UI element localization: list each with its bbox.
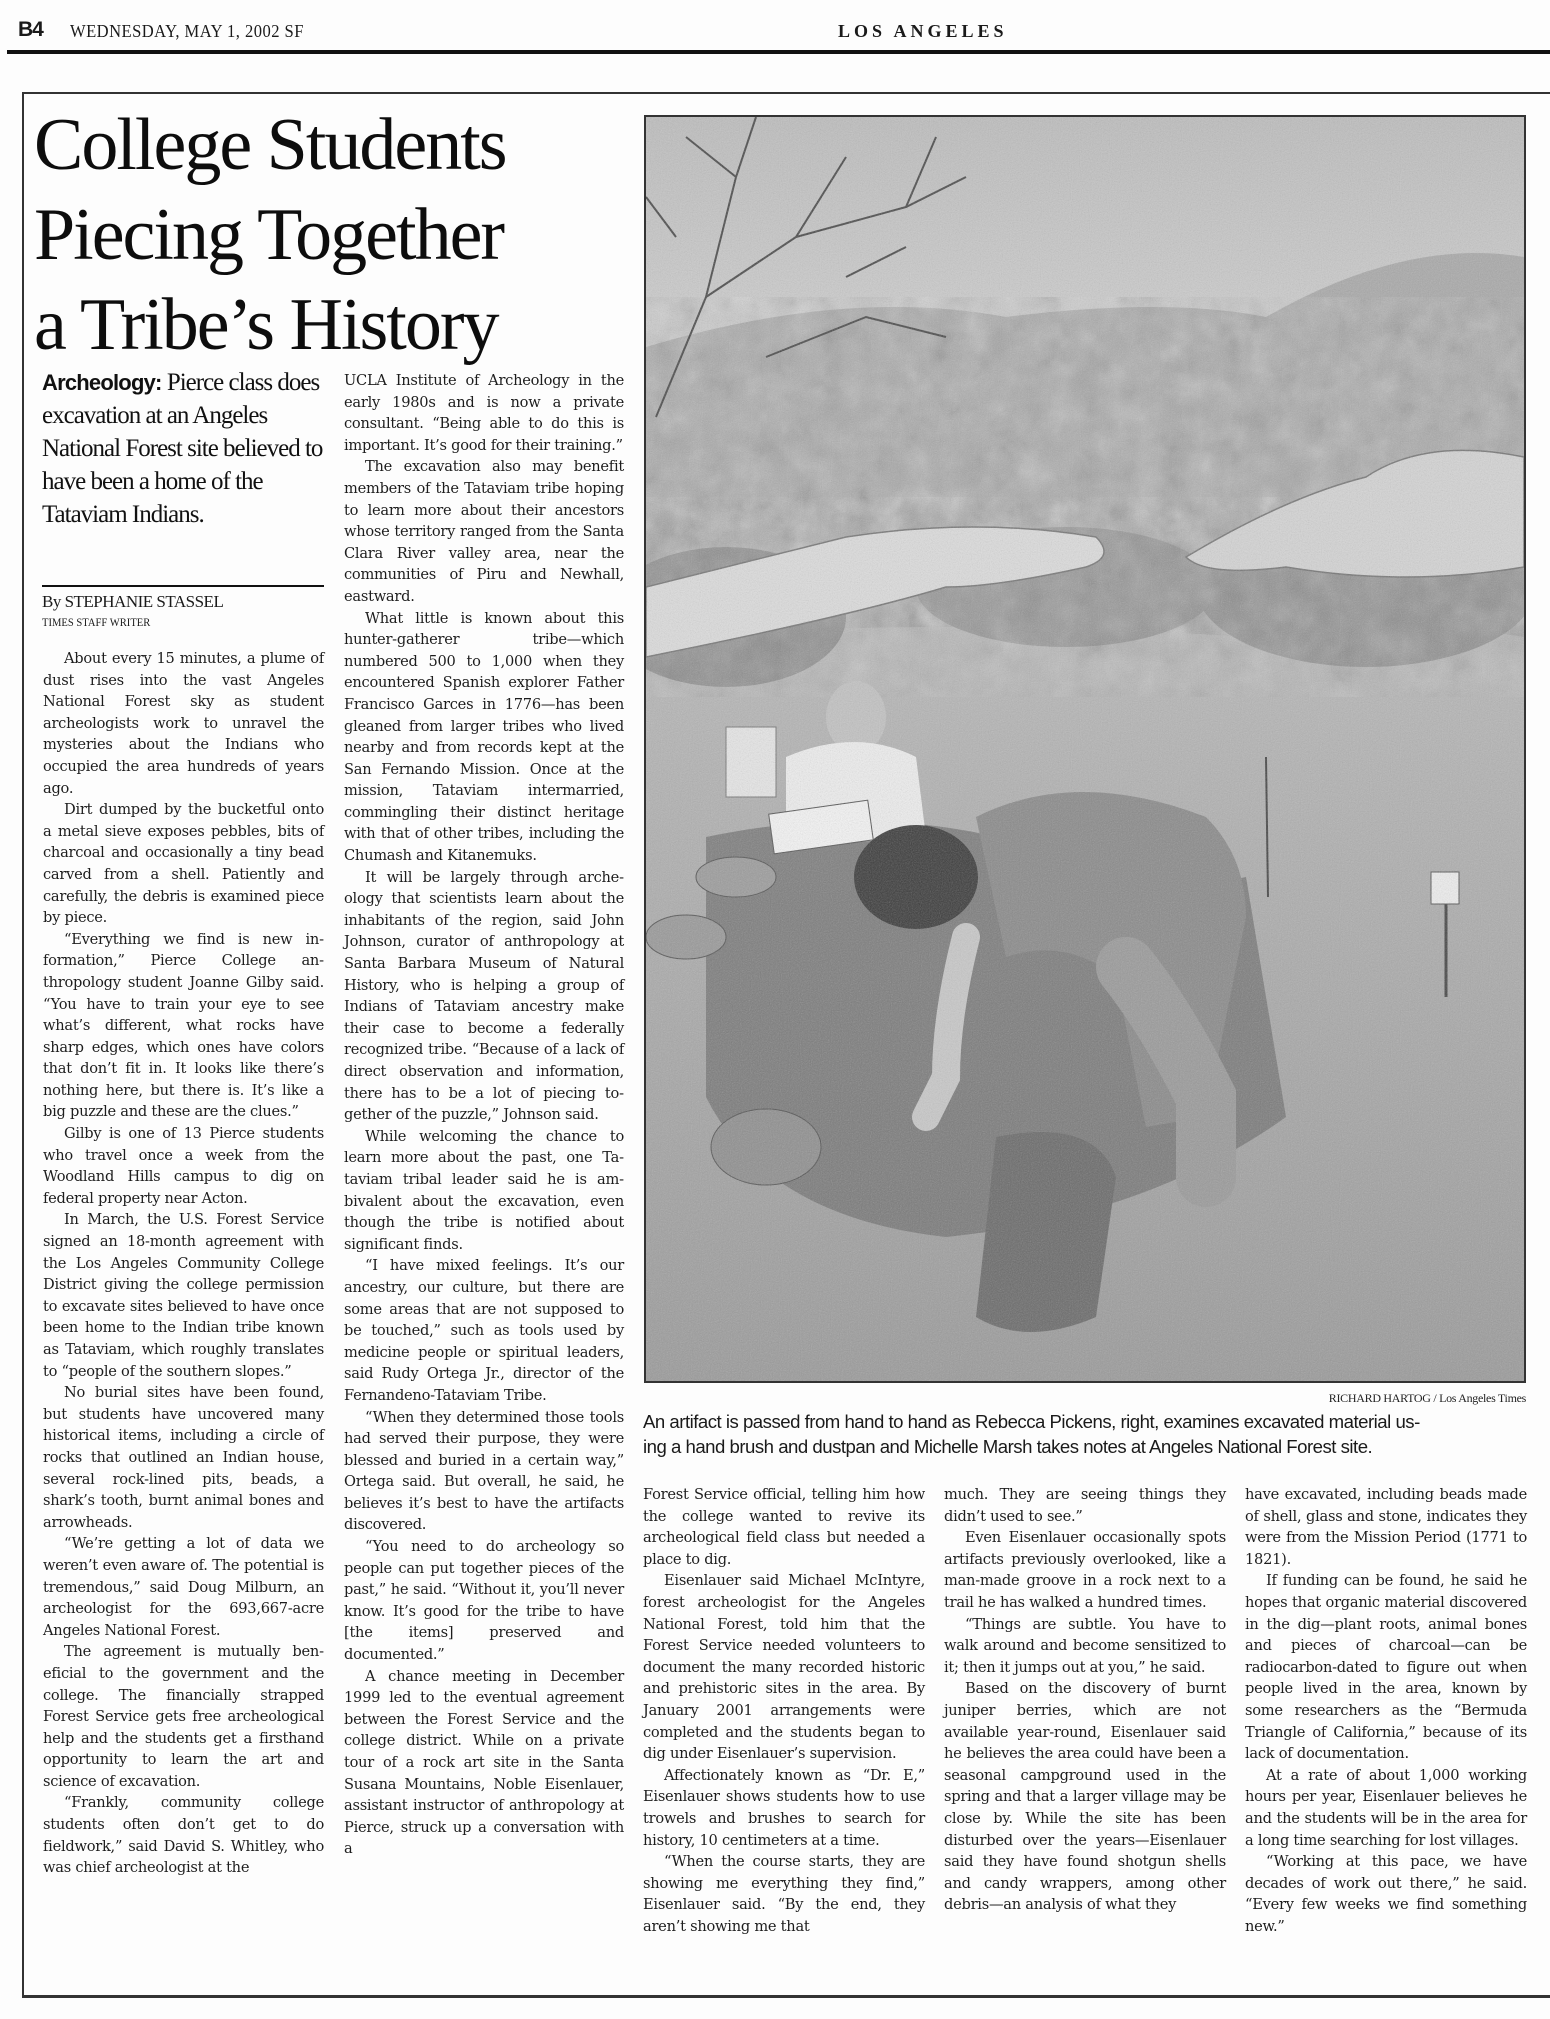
- article-paragraph: No burial sites have been found, but students have uncovered many historical items, including a circle of rocks that outlined an Indian house, several rock-lined pits, beads, a shark’s tooth, burnt animal bones and arrowheads.: [43, 1384, 324, 1531]
- byline-rule: [42, 585, 324, 587]
- section-name: LOS ANGELES: [838, 21, 1008, 41]
- caption-line: An artifact is passed from hand to hand as Rebecca Pickens, right, examines excavated material us-: [643, 1411, 1420, 1432]
- headline-line: Piecing Together: [34, 194, 504, 276]
- article-paragraph: While welcoming the chance to learn more about the past, one Tataviam tribal leader said he is ambivalent about the excavation, even though the tribe is notified about significant finds.: [344, 1127, 624, 1253]
- article-paragraph: Eisenlauer said Michael McIntyre, forest archeologist for the Angeles National Forest, told him that the Forest Service needed volunteers to document the many recorded historic and prehistoric sites in the area. By January 2001 arrangements were completed and the students began to dig under Eisenlauer’s supervision.: [643, 1572, 925, 1763]
- article-paragraph: Forest Service official, telling him how the college wanted to revive its archeological field class but needed a place to dig.: [643, 1486, 925, 1568]
- article-paragraph: “When the course starts, they are showing me everything they find,” Eisenlauer said. “By the end, they aren’t showing me that: [643, 1853, 925, 1935]
- article-paragraph: About every 15 minutes, a plume of dust rises into the vast Angeles National Forest sky as student archeologists work to unravel the mysteries about the Indians who occupied the area hundreds of years ago.: [43, 650, 324, 797]
- article-paragraph: Dirt dumped by the bucketful onto a metal sieve exposes pebbles, bits of charcoal and occasionally a tiny bead carved from a shell. Patiently and carefully, the debris is examined piece by piece.: [43, 801, 324, 927]
- article-paragraph: “You need to do archeology so people can put together pieces of the past,” he said. “Without it, you’ll never know. It’s good for the tribe to have [the items] preserved and documented.”: [344, 1538, 624, 1664]
- article-paragraph: The agreement is mutually beneficial to the government and the college. The financially strapped Forest Service gets free archeological help and the students get a firsthand opportunity to learn the art and science of excavation.: [43, 1643, 324, 1790]
- article-column-5: [1245, 1484, 1527, 1937]
- headline-line: College Students: [34, 104, 506, 186]
- article-paragraph: What little is known about this hunter-gatherer tribe—which numbered 500 to 1,000 when they encountered Spanish explorer Father Francisco Garces in 1776—has been gleaned from larger tribes who lived nearby and from records kept at the San Fernando Mission. Once at the mission, Tataviam intermarried, commingling their distinct heritage with that of other tribes, including the Chumash and Kitanemuks.: [344, 609, 624, 865]
- page-number: B4: [18, 18, 43, 41]
- article-paragraph: have excavated, including beads made of shell, glass and stone, indicates they were from the Mission Period (1771 to 1821).: [1245, 1486, 1527, 1568]
- article-paragraph: “Things are subtle. You have to walk around and become sensitized to it; then it jumps out at you,” he said.: [944, 1615, 1226, 1676]
- photo-caption: [643, 1409, 1527, 1459]
- article-photo: [644, 115, 1526, 1383]
- article-paragraph: Even Eisenlauer occasionally spots artifacts previously overlooked, like a man-made groove in a rock next to a trail he has walked a hundred times.: [944, 1529, 1226, 1611]
- article-paragraph: Affectionately known as “Dr. E,” Eisenlauer shows students how to use trowels and brushes to search for history, 10 centimeters at a time.: [643, 1766, 925, 1849]
- article-paragraph: Based on the discovery of burnt juniper berries, which are not available year-round, Eisenlauer said he believes the area could have been a seasonal campground used in the spring and that a larger village may be close by. While the site has been disturbed over the years—Eisenlauer said they have found shotgun shells and candy wrappers, among other debris—an analysis of what they: [944, 1680, 1226, 1914]
- byline-title: TIMES STAFF WRITER: [42, 617, 151, 629]
- article-paragraph: “Working at this pace, we have decades of work out there,” he said. “Every few weeks we find something new.”: [1245, 1853, 1527, 1935]
- article-paragraph: It will be largely through archeology that scientists learn about the inhabitants of the region, said John Johnson, curator of anthropology at Santa Barbara Museum of Natural History, who is helping a group of Indians of Tataviam ancestry make their case to become a federally recognized tribe. “Because of a lack of direct observation and information, there has to be a lot of piecing together of the puzzle,” Johnson said.: [344, 868, 624, 1124]
- article-paragraph: “Frankly, community college students often don’t get to do fieldwork,” said David S. Whitley, who was chief archeologist at the: [43, 1794, 324, 1877]
- headline-line: a Tribe’s History: [34, 284, 498, 366]
- deck-kicker: Archeology:: [42, 370, 162, 395]
- article-paragraph: The excavation also may benefit members of the Tataviam tribe hoping to learn more about their ancestors whose territory ranged from the Santa Clara River valley area, near the communities of Piru and Newhall, eastward.: [344, 458, 624, 605]
- article-paragraph: UCLA Institute of Archeology in the early 1980s and is now a private consultant. “Being able to do this is important. It’s good for their training.”: [344, 372, 624, 454]
- header-rule: [7, 50, 1550, 54]
- photo-image: [646, 117, 1524, 1381]
- article-column-4: [944, 1484, 1226, 1916]
- article-column-3: [643, 1484, 925, 1937]
- deck-text: Pierce class does excavation at an Angeles National Forest site believed to have been a home of the Tataviam Indians.: [42, 369, 323, 528]
- byline: By STEPHANIE STASSEL: [42, 592, 224, 611]
- article-column-2: [344, 370, 624, 1860]
- headline: [34, 100, 634, 370]
- article-paragraph: A chance meeting in December 1999 led to the eventual agreement between the Forest Service and the college district. While on a private tour of a rock art site in the Santa Susana Mountains, Noble Eisenlauer, assistant instructor of anthropology at Pierce, struck up a conversation with a: [344, 1667, 624, 1858]
- article-paragraph: “I have mixed feelings. It’s our ancestry, our culture, but there are some areas that are not supposed to be touched,” such as tools used by medicine people or spiritual leaders, said Rudy Ortega Jr., director of the Fernandeno-Tataviam Tribe.: [344, 1257, 624, 1404]
- article-paragraph: If funding can be found, he said he hopes that organic material discovered in the dig—plant roots, animal bones and pieces of charcoal—can be radiocarbon-dated to figure out when people lived in the area, known by some researchers as the “Bermuda Triangle of California,” because of its lack of documentation.: [1245, 1572, 1527, 1763]
- article-column-1: [43, 648, 324, 1879]
- caption-line: ing a hand brush and dustpan and Michelle Marsh takes notes at Angeles National Forest site.: [643, 1436, 1373, 1457]
- article-paragraph: “Everything we find is new information,” Pierce College anthropology student Joanne Gilby said. “You have to train your eye to see what’s different, what rocks have sharp edges, which ones have colors that don’t fit in. It looks like there’s nothing here, but there is. It’s like a big puzzle and these are the clues.”: [43, 930, 324, 1121]
- article-paragraph: At a rate of about 1,000 working hours per year, Eisenlauer believes he and the students will be in the area for a long time searching for lost villages.: [1245, 1766, 1527, 1849]
- article-paragraph: “When they determined those tools had served their purpose, they were blessed and buried in a certain way,” Ortega said. But overall, he said, he believes it’s best to have the artifacts discovered.: [344, 1408, 624, 1534]
- dateline: WEDNESDAY, MAY 1, 2002 SF: [70, 21, 304, 41]
- article-paragraph: much. They are seeing things they didn’t used to see.”: [944, 1486, 1226, 1525]
- deck: [42, 366, 332, 531]
- article-paragraph: In March, the U.S. Forest Service signed an 18-month agreement with the Los Angeles Community College District giving the college permission to excavate sites believed to have once been home to the Indian tribe known as Tataviam, which roughly translates to “people of the southern slopes.”: [43, 1211, 324, 1380]
- article-paragraph: “We’re getting a lot of data we weren’t even aware of. The potential is tremendous,” said Doug Milburn, an archeologist for the 693,667-acre Angeles National Forest.: [43, 1535, 324, 1639]
- photo-credit: RICHARD HARTOG / Los Angeles Times: [1328, 1391, 1526, 1405]
- article-paragraph: Gilby is one of 13 Pierce students who travel once a week from the Woodland Hills campus to dig on federal property near Acton.: [43, 1125, 324, 1207]
